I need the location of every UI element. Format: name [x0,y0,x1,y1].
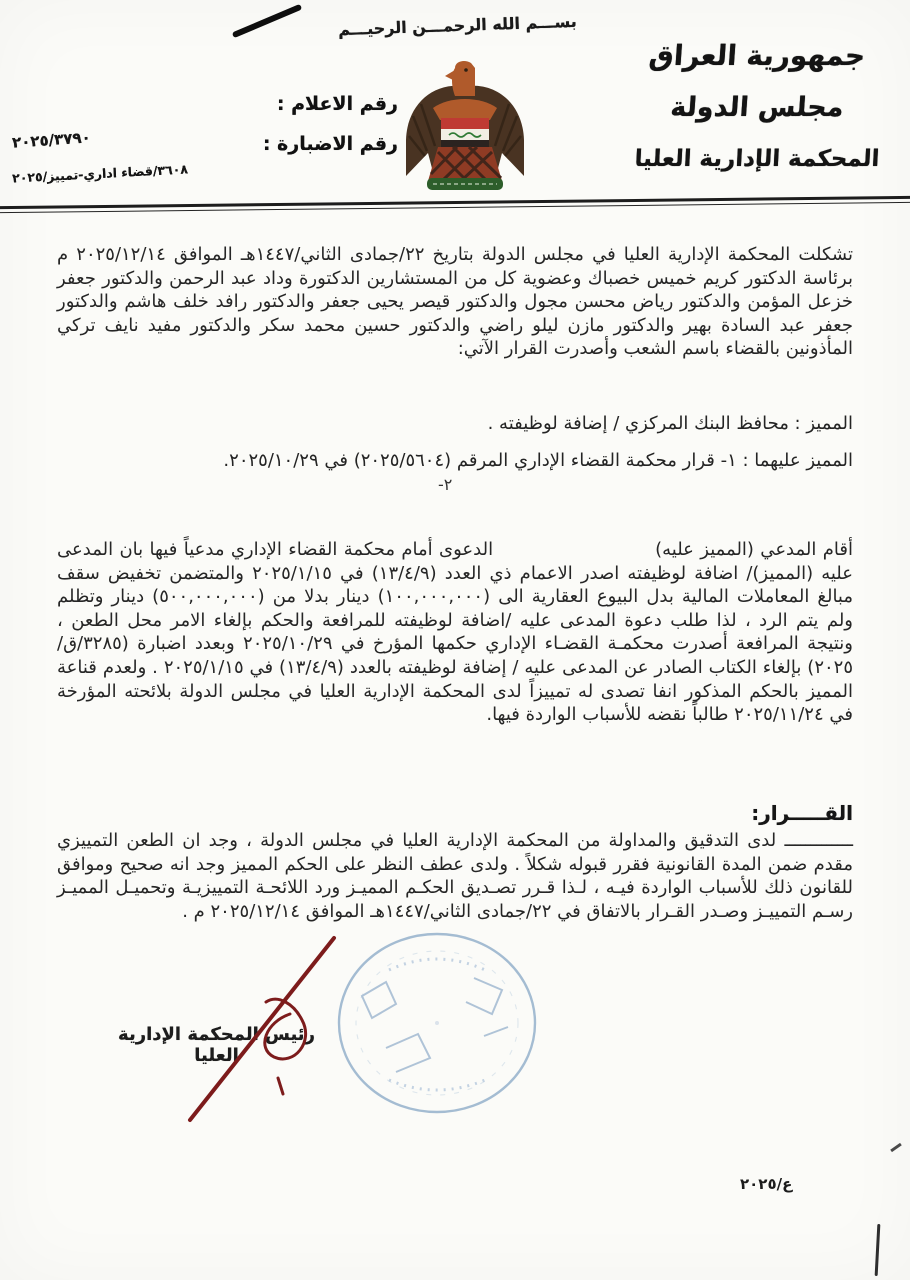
case-intro-text: أقام المدعي (المميز عليه) [655,539,853,560]
iraq-eagle-emblem [397,56,533,200]
appellees-item-2: ٢- [438,475,453,494]
eagle-emblem-graphic [397,56,533,196]
handwritten-signature [172,928,352,1128]
bismillah-calligraphy: بســـم الله الرحمـــن الرحيـــم [337,11,578,40]
official-round-stamp [334,930,540,1120]
file-number-value: ٣٦٠٨/قضاء اداري-تمييز/٢٠٢٥ [11,161,189,186]
org-council-name: مجلس الدولة [669,92,845,123]
redacted-name-gap [493,554,655,555]
pen-slash-mark [232,4,302,38]
appellant-line: المميز : محافظ البنك المركزي / إضافة لوظيفته . [487,413,853,434]
notice-number-value: ٢٠٢٥/٣٧٩٠ [11,128,92,152]
stray-vertical-mark [875,1224,881,1276]
decision-heading: القـــــرار: [751,801,853,825]
reference-labels [240,84,398,164]
footer-page-reference: ع/٢٠٢٥ [740,1175,793,1193]
letterhead-org-block [608,30,906,184]
appellees-line: المميز عليهما : ١- قرار محكمة القضاء الإداري المرقم (٢٠٢٥/٥٦٠٤) في ٢٠٢٥/١٠/٢٩. [223,450,853,471]
stray-pen-mark [890,1143,902,1152]
decision-paragraph: ـــــــــــــ لدى التدقيق والمداولة من المحكمة الإدارية العليا في مجلس الدولة ، وجد ان الطعن التمييزي مقدم ضمن المدة القانونية فقرر قبوله شكلاً . ولدى عطف النظر على الحكم المميز وجد انه صحيح وموافق للقانون ذلك للأسباب الواردة فيـه ، لـذا قـرر تصـديق الحكـم المميـز ورد اللائحـة التمييزيـة وتحميـل المميـز رسـم التمييـز وصـدر القـرار بالاتفاق في ٢٢/جمادى الثاني/١٤٤٧هـ الموافق ٢٠٢٥/١٢/١٤ م . [57,830,853,922]
file-number-label: رقم الاضبارة : [262,133,398,155]
org-country-name: جمهورية العراق [647,39,867,72]
org-court-name: المحكمة الإدارية العليا [633,146,881,172]
notice-number-label: رقم الاعلام : [276,93,398,115]
case-body-text: الدعوى أمام محكمة القضاء الإداري مدعياً فيها بان المدعى عليه (المميز)/ اضافة لوظيفته اصدر الاعمام ذي العدد (١٣/٤/٩) في ٢٠٢٥/١/١٥ والمتضمن تخفيض سقف مبالغ المعاملات المالية بدل البيوع العقارية الى (١٠٠,٠٠٠,٠٠٠) دينار بدلا من (٥٠٠,٠٠٠,٠٠٠) دينار وتظلم ولم يتم الرد ، لذا طلب دعوة المدعى عليه /اضافة لوظيفته للمرافعة والحكم بإلغاء الامر محل الطعن ، ونتيجة المرافعة أصدرت محكمـة القضـاء الإداري حكمها المؤرخ في ٢٠٢٥/١٠/٢٩ وبعدد اضبارة (٣٢٨٥/ق/٢٠٢٥) بإلغاء الكتاب الصادر عن المدعى عليه / إضافة لوظيفته بالعدد (١٣/٤/٩) في ٢٠٢٥/١/١٥ . ولعدم قناعة المميز بالحكم المذكور انفا تصدى له تمييزاً لدى المحكمة الإدارية العليا في مجلس الدولة بلائحته المؤرخة في ٢٠٢٥/١١/٢٤ طالباً نقضه للأسباب الواردة فيها. [57,539,854,726]
signature-title: رئيس المحكمة الإدارية العليا [118,1024,315,1066]
case-narrative-paragraph [57,538,853,727]
court-formation-paragraph: تشكلت المحكمة الإدارية العليا في مجلس الدولة بتاريخ ٢٢/جمادى الثاني/١٤٤٧هـ الموافق ٢٠٢٥/١٢/١٤ م برئاسة الدكتور كريم خميس خصباك وعضوية كل من المستشارين الدكتورة وداد عبد الرحمن والدكتور جعفر خزعل المؤمن والدكتور رياض محسن مجول والدكتور قيصر يحيى جعفر والدكتور رافد خلف هاشم والدكتور جعفر عبد السادة بهير والدكتور مازن ليلو راضي والدكتور حسين محمد سكر والدكتور مفيد نايف تركي المأذونين بالقضاء باسم الشعب وأصدرت القرار الآتي: [57,244,854,360]
